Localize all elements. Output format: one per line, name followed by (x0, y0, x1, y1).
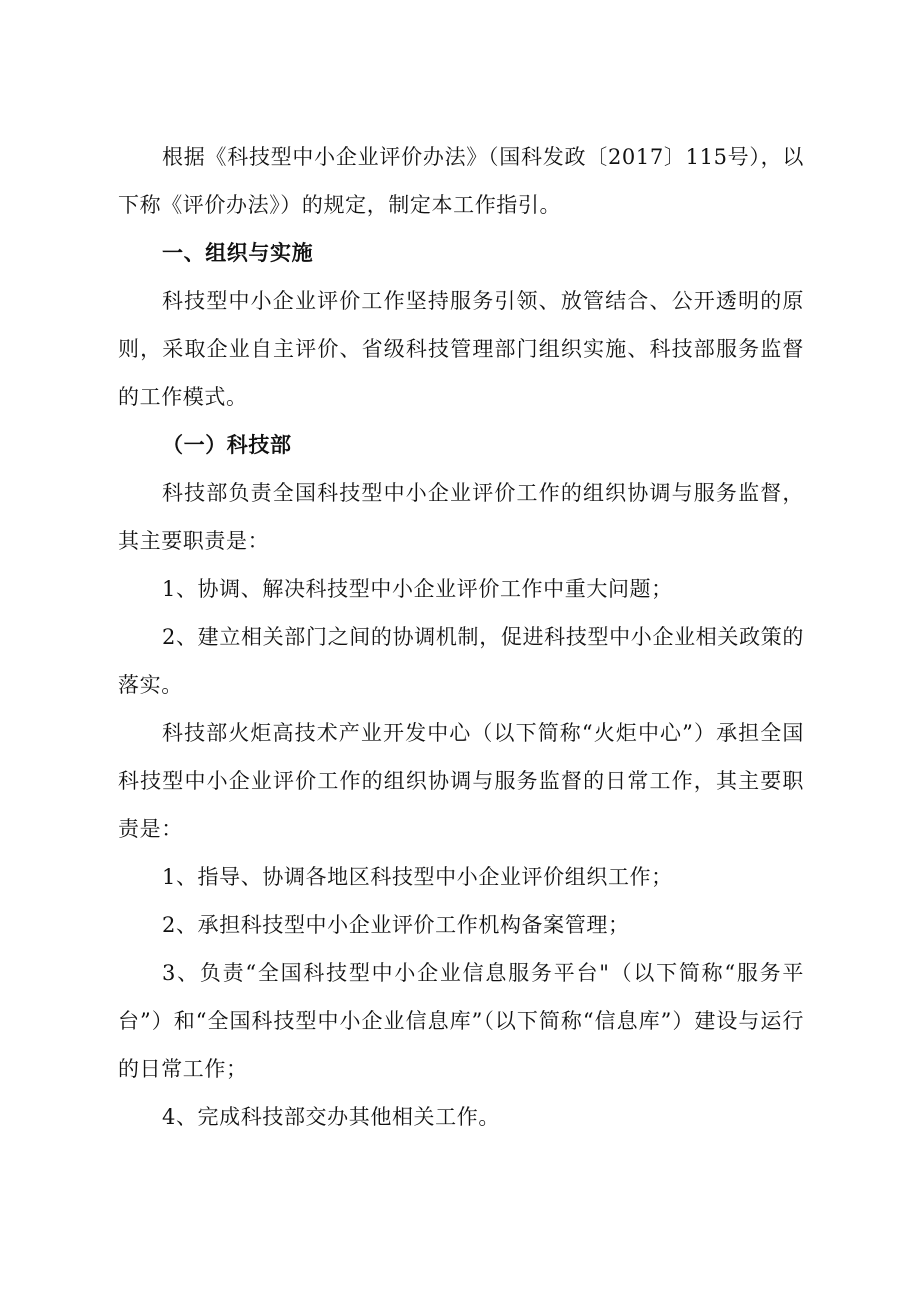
principle-paragraph: 科技型中小企业评价工作坚持服务引领、放管结合、公开透明的原则，采取企业自主评价、省级科技管理部门组织实施、科技部服务监督的工作模式。 (118, 289, 804, 409)
subsection-heading-most: （一）科技部 (162, 432, 292, 457)
torch-duty-item-3: 3、负责“全国科技型中小企业信息服务平台"（以下简称“服务平台”）和“全国科技型中小企业信息库”（以下简称“信息库”）建设与运行的日常工作； (118, 961, 804, 1081)
document-page (118, 133, 804, 1141)
torch-duty-paragraph: 科技部火炬高技术产业开发中心（以下简称“火炬中心”）承担全国科技型中小企业评价工作的组织协调与服务监督的日常工作，其主要职责是： (118, 721, 804, 841)
most-duty-item-1: 1、协调、解决科技型中小企业评价工作中重大问题； (162, 577, 673, 601)
torch-duty-item-1: 1、指导、协调各地区科技型中小企业评价组织工作； (162, 865, 673, 889)
intro-paragraph: 根据《科技型中小企业评价办法》（国科发政〔2017〕115号），以下称《评价办法》）的规定，制定本工作指引。 (118, 145, 804, 217)
torch-duty-item-4: 4、完成科技部交办其他相关工作。 (162, 1105, 500, 1129)
most-duty-paragraph: 科技部负责全国科技型中小企业评价工作的组织协调与服务监督，其主要职责是： (118, 481, 804, 553)
section-heading-organization: 一、组织与实施 (162, 240, 314, 265)
most-duty-item-2: 2、建立相关部门之间的协调机制，促进科技型中小企业相关政策的落实。 (118, 625, 804, 697)
torch-duty-item-2: 2、承担科技型中小企业评价工作机构备案管理； (162, 913, 630, 937)
